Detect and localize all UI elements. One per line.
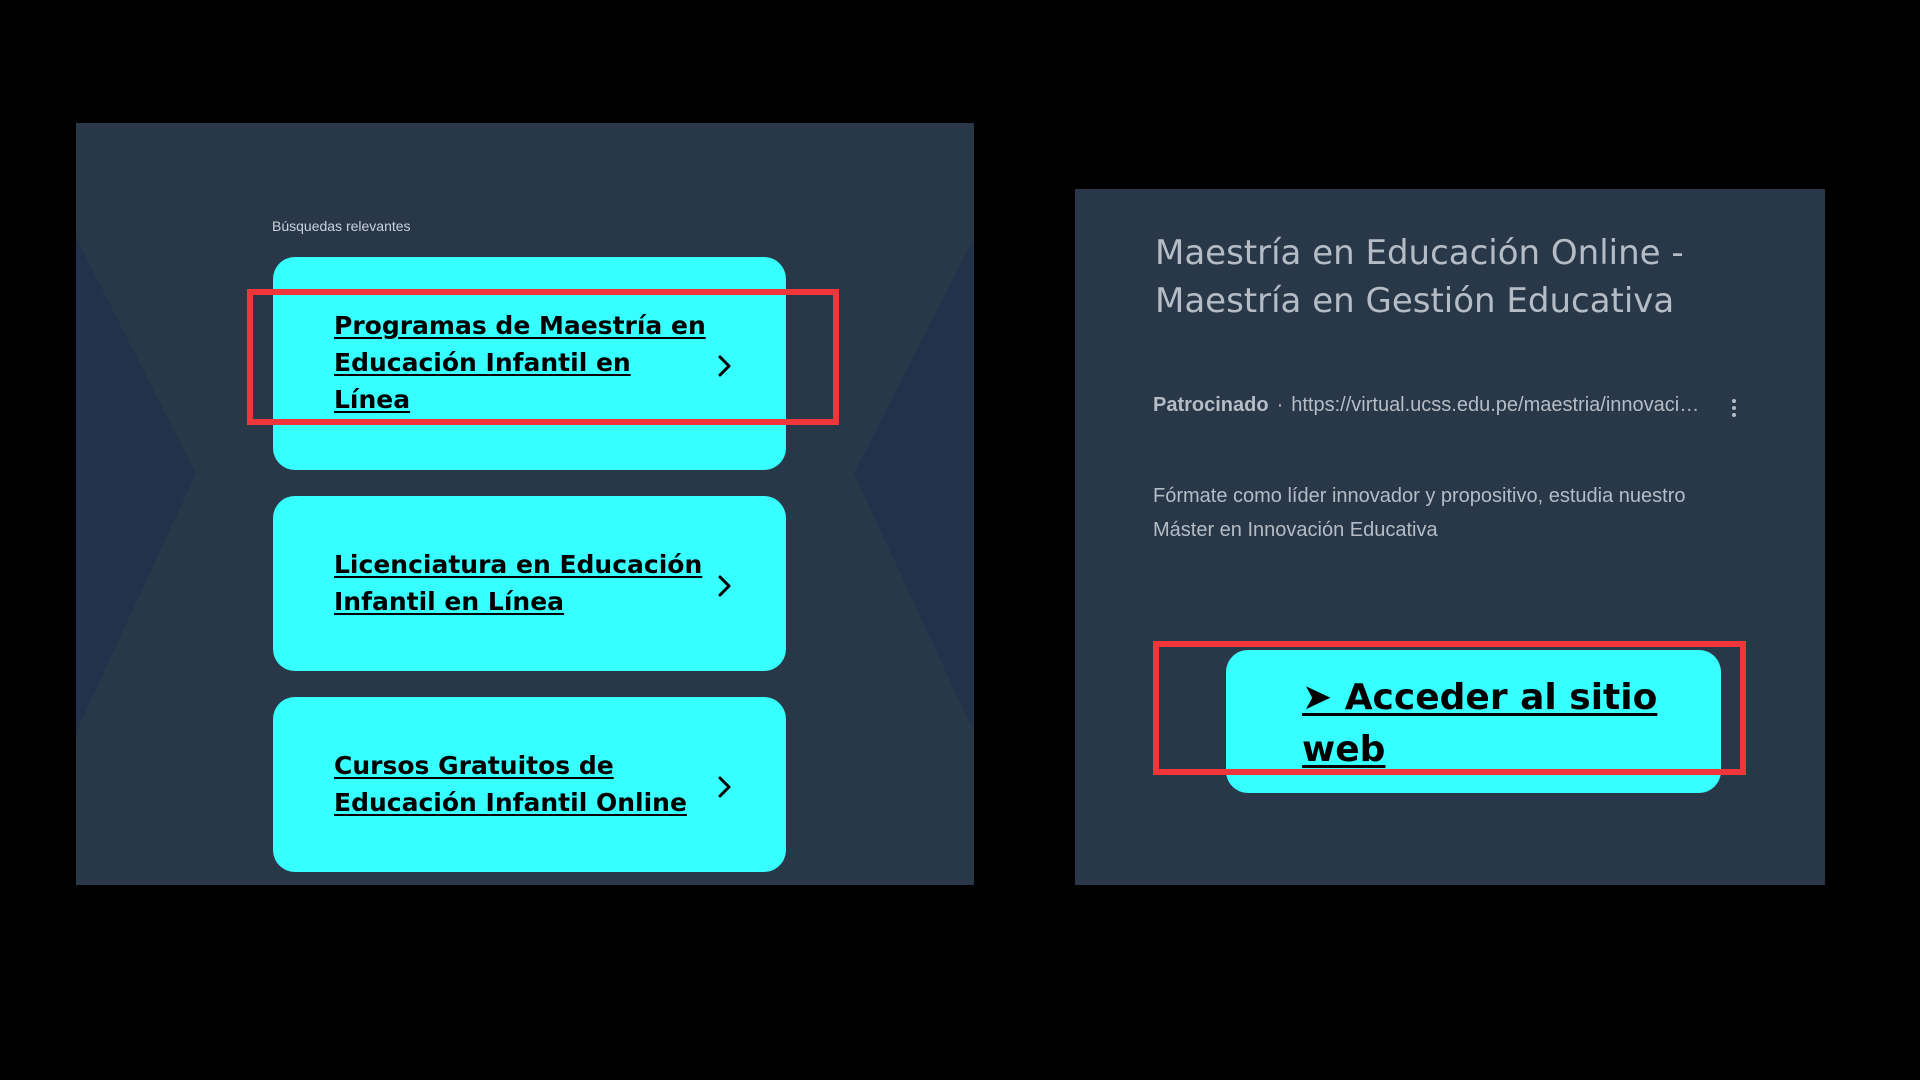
visit-site-button-label[interactable]: ➤ Acceder al sitio web (1302, 677, 1658, 770)
related-search-link[interactable]: Cursos Gratuitos de Educación Infantil Online (334, 751, 687, 817)
ad-title[interactable]: Maestría en Educación Online - Maestría en Gestión Educativa (1155, 233, 1684, 321)
background-decoration (854, 123, 974, 885)
related-searches-heading: Búsquedas relevantes (272, 218, 411, 234)
visit-site-button[interactable] (1226, 650, 1721, 793)
ad-description: Fórmate como líder innovador y propositivo, estudia nuestro Máster en Innovación Educativa (1153, 485, 1686, 541)
chevron-right-icon (715, 574, 735, 598)
related-search-card-licenciatura[interactable] (273, 496, 786, 671)
related-search-link[interactable]: Licenciatura en Educación Infantil en Línea (334, 550, 703, 616)
chevron-right-icon (715, 354, 735, 378)
chevron-right-icon (715, 775, 735, 799)
ad-meta-line (1153, 394, 1773, 417)
background-decoration (76, 123, 196, 885)
related-search-card-maestria[interactable] (273, 257, 786, 470)
related-search-link[interactable]: Programas de Maestría en Educación Infantil en Línea (334, 311, 706, 414)
more-vertical-icon[interactable] (1730, 398, 1738, 418)
related-searches-panel (76, 123, 974, 885)
ad-url[interactable]: https://virtual.ucss.edu.pe/maestria/innovaci… (1291, 394, 1700, 416)
related-search-card-cursos[interactable] (273, 697, 786, 872)
sponsored-ad-panel (1075, 189, 1825, 885)
meta-separator: · (1276, 394, 1284, 416)
sponsored-label: Patrocinado (1153, 394, 1269, 416)
